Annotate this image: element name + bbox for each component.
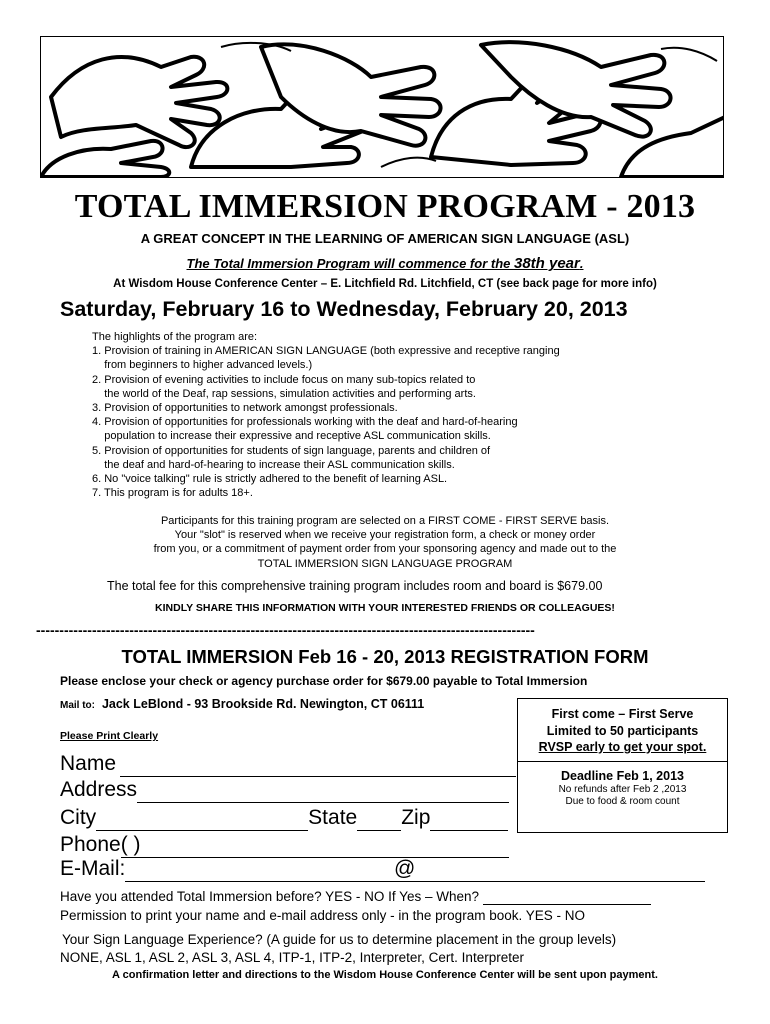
- selection-line: TOTAL IMMERSION SIGN LANGUAGE PROGRAM: [257, 557, 513, 570]
- city-input-line[interactable]: [96, 806, 308, 831]
- enclose-instructions: Please enclose your check or agency purchase order for $679.00 payable to Total Immersion: [60, 674, 588, 688]
- cut-line-divider: -----------------------------------------------------------------------------------------------------------: [36, 622, 535, 638]
- email-label: E-Mail:: [60, 857, 126, 880]
- commence-line: [0, 255, 770, 272]
- state-input-line[interactable]: [357, 806, 401, 831]
- limit-text: Limited to 50 participants: [546, 723, 699, 738]
- venue-line: At Wisdom House Conference Center – E. Litchfield Rd. Litchfield, CT (see back page for more info): [113, 278, 657, 290]
- page-title: TOTAL IMMERSION PROGRAM - 2013: [74, 188, 696, 225]
- email-input-line[interactable]: [125, 857, 415, 882]
- program-dates: Saturday, February 16 to Wednesday, February 20, 2013: [60, 297, 628, 321]
- experience-levels[interactable]: NONE, ASL 1, ASL 2, ASL 3, ASL 4, ITP-1, ITP-2, Interpreter, Cert. Interpreter: [60, 950, 524, 965]
- city-label: City: [60, 806, 97, 829]
- highlights-list: [92, 330, 560, 500]
- name-field[interactable]: [60, 752, 516, 777]
- email-field[interactable]: [60, 857, 705, 882]
- deadline-text: Deadline Feb 1, 2013: [561, 768, 684, 783]
- commence-end: .: [579, 256, 584, 271]
- list-item: 6. No "voice talking" rule is strictly adhered to the benefit of learning ASL.: [92, 473, 448, 486]
- address-input-line[interactable]: [137, 778, 509, 803]
- list-item: the world of the Deaf, rap sessions, simulation activities and performing arts.: [92, 387, 476, 400]
- list-item: population to increase their expressive and receptive ASL communication skills.: [92, 430, 491, 443]
- name-label: Name: [60, 752, 117, 775]
- city-state-zip-field[interactable]: [60, 806, 508, 831]
- first-come-text: First come – First Serve: [551, 707, 694, 721]
- print-clearly-note: Please Print Clearly: [60, 730, 159, 742]
- selection-paragraph: [0, 514, 770, 571]
- hands-illustration-icon: [41, 37, 724, 178]
- phone-field[interactable]: [60, 833, 509, 858]
- attended-question[interactable]: [60, 889, 651, 905]
- share-notice: KINDLY SHARE THIS INFORMATION WITH YOUR INTERESTED FRIENDS OR COLLEAGUES!: [155, 602, 615, 614]
- selection-line: from you, or a commitment of payment order from your sponsoring agency and made out to the: [153, 543, 617, 556]
- phone-label: Phone: [60, 833, 121, 856]
- hands-banner: [40, 36, 724, 178]
- selection-line: Participants for this training program are selected on a FIRST COME - FIRST SERVE basis.: [160, 515, 610, 527]
- commence-ordinal: 38th year: [513, 255, 580, 272]
- mail-to-label: Mail to:: [60, 700, 95, 711]
- list-item: 1. Provision of training in AMERICAN SIGN LANGUAGE (both expressive and receptive ranging: [92, 345, 560, 358]
- registration-form-title: TOTAL IMMERSION Feb 16 - 20, 2013 REGISTRATION FORM: [121, 646, 649, 667]
- email-domain-line[interactable]: [415, 857, 705, 882]
- confirmation-note: A confirmation letter and directions to the Wisdom House Conference Center will be sent upon payment.: [112, 969, 658, 981]
- refund-reason: Due to food & room count: [565, 796, 680, 807]
- attended-text: Have you attended Total Immersion before? YES - NO If Yes – When?: [60, 889, 479, 904]
- list-item: 7. This program is for adults 18+.: [92, 487, 253, 500]
- address-label: Address: [60, 778, 138, 801]
- address-field[interactable]: [60, 778, 509, 803]
- list-item: 3. Provision of opportunities to network amongst professionals.: [92, 402, 398, 415]
- rsvp-text: RVSP early to get your spot.: [538, 740, 707, 754]
- phone-area-code: ( ): [120, 833, 141, 856]
- at-sign: @: [394, 857, 416, 880]
- list-item: from beginners to higher advanced levels.): [92, 359, 313, 372]
- deadline-section: [518, 761, 727, 809]
- highlights-intro: The highlights of the program are:: [92, 331, 258, 343]
- when-input-line[interactable]: [483, 889, 651, 905]
- list-item: the deaf and hard-of-hearing to increase their ASL communication skills.: [92, 458, 455, 471]
- fee-line: The total fee for this comprehensive training program includes room and board is $679.00: [107, 579, 603, 593]
- mail-address: Jack LeBlond - 93 Brookside Rd. Newington, CT 06111: [101, 697, 425, 711]
- refund-text: No refunds after Feb 2 ,2013: [558, 784, 687, 795]
- state-label: State: [308, 806, 358, 829]
- list-item: 2. Provision of evening activities to include focus on many sub-topics related to: [92, 373, 476, 386]
- deadline-notice-box: [517, 698, 728, 833]
- subtitle: A GREAT CONCEPT IN THE LEARNING OF AMERICAN SIGN LANGUAGE (ASL): [140, 231, 630, 246]
- zip-label: Zip: [401, 806, 431, 829]
- list-item: 4. Provision of opportunities for professionals working with the deaf and hard-of-hearing: [92, 416, 518, 429]
- commence-text: The Total Immersion Program will commence for the: [186, 256, 514, 271]
- mail-to-line: [60, 697, 424, 711]
- permission-question[interactable]: Permission to print your name and e-mail address only - in the program book. YES - NO: [60, 908, 585, 923]
- name-input-line[interactable]: [120, 752, 516, 777]
- selection-line: Your "slot" is reserved when we receive your registration form, a check or money order: [174, 529, 596, 542]
- experience-question: Your Sign Language Experience? (A guide for us to determine placement in the group levels): [62, 932, 617, 947]
- list-item: 5. Provision of opportunities for students of sign language, parents and children of: [92, 444, 491, 457]
- zip-input-line[interactable]: [430, 806, 508, 831]
- phone-input-line[interactable]: [121, 833, 509, 858]
